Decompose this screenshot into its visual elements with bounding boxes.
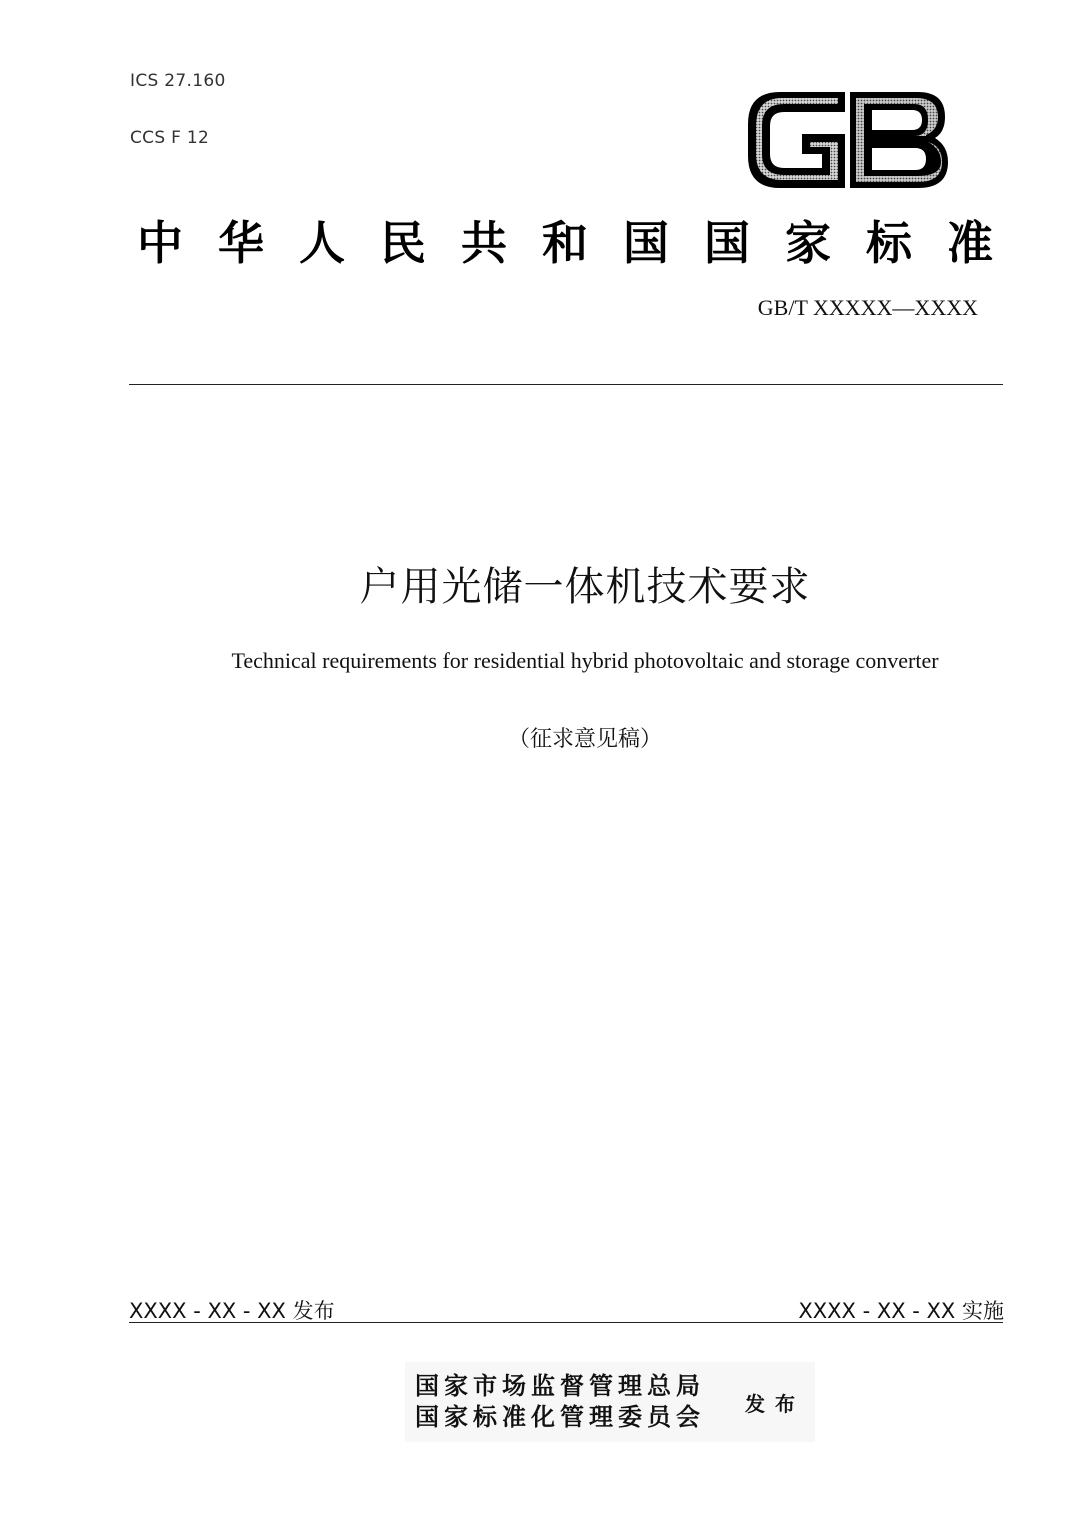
- heading-char: 华: [218, 216, 264, 270]
- heading-char: 共: [461, 216, 507, 270]
- gb-logo-icon: [740, 84, 955, 196]
- issuer-line-2: 国家标准化管理委员会: [415, 1402, 705, 1431]
- document-title-en: Technical requirements for residential hybrid photovoltaic and storage converter: [231, 648, 939, 673]
- heading-char: 标: [866, 216, 912, 270]
- ccs-code: CCS F 12: [130, 128, 210, 148]
- heading-char: 和: [542, 216, 588, 270]
- ics-code: ICS 27.160: [130, 71, 226, 91]
- header-divider: [129, 384, 1003, 385]
- heading-char: 民: [380, 216, 426, 270]
- issuer-block: [405, 1362, 815, 1442]
- heading-char: 国: [623, 216, 669, 270]
- document-title-zh: 户用光储一体机技术要求: [359, 564, 811, 610]
- issuer-names: [415, 1370, 705, 1432]
- heading-char: 中: [137, 216, 183, 270]
- footer-divider: [129, 1322, 1003, 1323]
- country-standard-heading: [130, 207, 1000, 273]
- draft-note: （征求意见稿）: [507, 727, 662, 752]
- publish-date: XXXX - XX - XX 发布: [129, 1299, 335, 1323]
- heading-char: 家: [785, 216, 831, 270]
- implement-date: XXXX - XX - XX 实施: [798, 1299, 1004, 1323]
- issuer-action: 发布: [745, 1392, 805, 1416]
- heading-char: 准: [947, 216, 993, 270]
- issuer-line-1: 国家市场监督管理总局: [415, 1371, 705, 1400]
- standard-number: GB/T XXXXX—XXXX: [757, 295, 978, 320]
- heading-char: 人: [299, 216, 345, 270]
- heading-char: 国: [704, 216, 750, 270]
